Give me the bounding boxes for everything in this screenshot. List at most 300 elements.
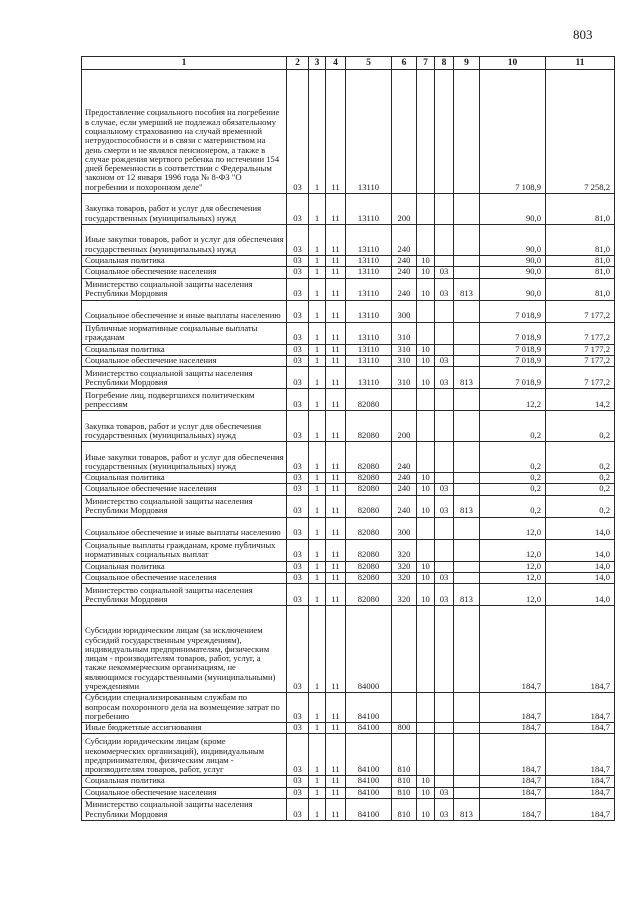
- cell-c2: 03: [287, 278, 309, 300]
- cell-c5: 13110: [346, 70, 392, 194]
- cell-c11: 184,7: [546, 776, 615, 787]
- cell-c11: 7 177,2: [546, 300, 615, 322]
- cell-c2: 03: [287, 693, 309, 723]
- table-row: [82, 584, 615, 606]
- cell-c9: 813: [454, 367, 480, 389]
- cell-c9: 813: [454, 584, 480, 606]
- table-row: [82, 278, 615, 300]
- row-name-cell: Иные бюджетные ассигнования: [82, 723, 287, 734]
- cell-c9: [454, 734, 480, 776]
- cell-c5: 13110: [346, 300, 392, 322]
- cell-c9: 813: [454, 495, 480, 517]
- cell-c6: [392, 606, 417, 693]
- row-name-cell: Социальное обеспечение населения: [82, 572, 287, 583]
- cell-c7: [417, 389, 435, 411]
- cell-c9: [454, 442, 480, 473]
- cell-c6: 240: [392, 473, 417, 484]
- cell-c5: 84100: [346, 723, 392, 734]
- cell-c4: 11: [326, 473, 346, 484]
- cell-c2: 03: [287, 561, 309, 572]
- table-row: [82, 267, 615, 278]
- column-header: 10: [480, 57, 546, 70]
- cell-c5: 13110: [346, 278, 392, 300]
- cell-c10: 0,2: [480, 495, 546, 517]
- cell-c7: 10: [417, 267, 435, 278]
- column-header: 6: [392, 57, 417, 70]
- table-row: [82, 798, 615, 820]
- cell-c8: 03: [435, 798, 454, 820]
- table-row: [82, 389, 615, 411]
- cell-c6: 200: [392, 194, 417, 225]
- cell-c9: [454, 484, 480, 495]
- table-row: [82, 572, 615, 583]
- cell-c7: [417, 734, 435, 776]
- cell-c6: 810: [392, 734, 417, 776]
- cell-c2: 03: [287, 539, 309, 561]
- cell-c2: 03: [287, 267, 309, 278]
- cell-c2: 03: [287, 344, 309, 355]
- cell-c3: 1: [309, 495, 326, 517]
- cell-c4: 11: [326, 693, 346, 723]
- table-row: [82, 561, 615, 572]
- page-number: 803: [573, 27, 593, 42]
- cell-c8: [435, 322, 454, 344]
- cell-c4: 11: [326, 584, 346, 606]
- cell-c8: [435, 389, 454, 411]
- cell-c3: 1: [309, 411, 326, 442]
- cell-c3: 1: [309, 300, 326, 322]
- cell-c5: 13110: [346, 256, 392, 267]
- cell-c3: 1: [309, 473, 326, 484]
- cell-c7: 10: [417, 572, 435, 583]
- row-name-cell: Предоставление социального пособия на погребение в случае, если умерший не подлежал обязательному социальному страхованию на случай временной нетрудоспособности и в связи с материнством на день смерти и не являлся пенсионером, а также в случае рождения мертвого ребенка по истечении 154 дней беременности в соответствии с Федеральным законом от 12 января 1996 года № 8-ФЗ "О погребении и похоронном деле": [82, 70, 287, 194]
- row-name-cell: Иные закупки товаров, работ и услуг для обеспечения государственных (муниципальных) нужд: [82, 225, 287, 256]
- cell-c11: 81,0: [546, 278, 615, 300]
- cell-c10: 90,0: [480, 194, 546, 225]
- cell-c10: 90,0: [480, 256, 546, 267]
- cell-c6: 310: [392, 355, 417, 366]
- cell-c11: 7 258,2: [546, 70, 615, 194]
- cell-c2: 03: [287, 194, 309, 225]
- cell-c11: 7 177,2: [546, 322, 615, 344]
- cell-c6: 310: [392, 367, 417, 389]
- cell-c6: 320: [392, 539, 417, 561]
- cell-c5: 13110: [346, 367, 392, 389]
- row-name-cell: Социальное обеспечение населения: [82, 355, 287, 366]
- cell-c6: 240: [392, 495, 417, 517]
- cell-c3: 1: [309, 561, 326, 572]
- row-name-cell: Социальная политика: [82, 344, 287, 355]
- cell-c3: 1: [309, 787, 326, 798]
- table-row: [82, 787, 615, 798]
- cell-c2: 03: [287, 300, 309, 322]
- cell-c6: 800: [392, 723, 417, 734]
- cell-c4: 11: [326, 300, 346, 322]
- row-name-cell: Социальная политика: [82, 473, 287, 484]
- cell-c8: [435, 442, 454, 473]
- cell-c7: 10: [417, 787, 435, 798]
- cell-c2: 03: [287, 256, 309, 267]
- cell-c5: 82080: [346, 584, 392, 606]
- cell-c9: [454, 355, 480, 366]
- cell-c9: [454, 194, 480, 225]
- row-name-cell: Социальное обеспечение населения: [82, 484, 287, 495]
- cell-c5: 82080: [346, 389, 392, 411]
- cell-c3: 1: [309, 584, 326, 606]
- column-header: 7: [417, 57, 435, 70]
- cell-c6: 310: [392, 322, 417, 344]
- cell-c4: 11: [326, 495, 346, 517]
- cell-c7: [417, 723, 435, 734]
- cell-c10: 7 108,9: [480, 70, 546, 194]
- cell-c11: 81,0: [546, 267, 615, 278]
- cell-c9: [454, 517, 480, 539]
- cell-c5: 84100: [346, 693, 392, 723]
- cell-c4: 11: [326, 389, 346, 411]
- cell-c3: 1: [309, 734, 326, 776]
- table-row: [82, 734, 615, 776]
- cell-c2: 03: [287, 495, 309, 517]
- cell-c5: 84100: [346, 787, 392, 798]
- column-header: 1: [82, 57, 287, 70]
- cell-c7: 10: [417, 484, 435, 495]
- cell-c8: [435, 300, 454, 322]
- cell-c10: 7 018,9: [480, 355, 546, 366]
- cell-c10: 0,2: [480, 484, 546, 495]
- cell-c5: 84000: [346, 606, 392, 693]
- cell-c3: 1: [309, 389, 326, 411]
- cell-c9: [454, 606, 480, 693]
- table-row: [82, 225, 615, 256]
- cell-c3: 1: [309, 70, 326, 194]
- table-row: [82, 411, 615, 442]
- row-name-cell: Министерство социальной защиты населения Республики Мордовия: [82, 584, 287, 606]
- table-row: [82, 300, 615, 322]
- cell-c8: [435, 734, 454, 776]
- cell-c10: 7 018,9: [480, 300, 546, 322]
- cell-c8: 03: [435, 278, 454, 300]
- cell-c10: 0,2: [480, 473, 546, 484]
- row-name-cell: Субсидии специализированным службам по вопросам похоронного дела на возмещение затрат по погребению: [82, 693, 287, 723]
- cell-c4: 11: [326, 267, 346, 278]
- row-name-cell: Министерство социальной защиты населения Республики Мордовия: [82, 798, 287, 820]
- cell-c5: 82080: [346, 495, 392, 517]
- table-row: [82, 256, 615, 267]
- cell-c11: 0,2: [546, 411, 615, 442]
- table-row: [82, 517, 615, 539]
- cell-c5: 13110: [346, 225, 392, 256]
- cell-c11: 0,2: [546, 484, 615, 495]
- cell-c9: [454, 473, 480, 484]
- cell-c3: 1: [309, 355, 326, 366]
- cell-c5: 82080: [346, 484, 392, 495]
- row-name-cell: Социальное обеспечение и иные выплаты населению: [82, 517, 287, 539]
- cell-c6: 240: [392, 225, 417, 256]
- cell-c6: 200: [392, 411, 417, 442]
- cell-c3: 1: [309, 256, 326, 267]
- cell-c7: [417, 693, 435, 723]
- cell-c3: 1: [309, 539, 326, 561]
- cell-c9: [454, 300, 480, 322]
- cell-c4: 11: [326, 723, 346, 734]
- cell-c4: 11: [326, 442, 346, 473]
- cell-c10: 7 018,9: [480, 367, 546, 389]
- cell-c11: 0,2: [546, 442, 615, 473]
- cell-c8: 03: [435, 495, 454, 517]
- cell-c7: 10: [417, 776, 435, 787]
- cell-c11: 7 177,2: [546, 344, 615, 355]
- cell-c5: 84100: [346, 734, 392, 776]
- cell-c4: 11: [326, 798, 346, 820]
- cell-c8: 03: [435, 584, 454, 606]
- cell-c6: [392, 693, 417, 723]
- cell-c9: [454, 776, 480, 787]
- cell-c7: 10: [417, 495, 435, 517]
- cell-c11: 14,2: [546, 389, 615, 411]
- cell-c4: 11: [326, 256, 346, 267]
- cell-c3: 1: [309, 322, 326, 344]
- cell-c9: [454, 572, 480, 583]
- cell-c4: 11: [326, 367, 346, 389]
- table-row: [82, 495, 615, 517]
- cell-c5: 82080: [346, 517, 392, 539]
- cell-c6: [392, 70, 417, 194]
- cell-c3: 1: [309, 517, 326, 539]
- cell-c11: 184,7: [546, 606, 615, 693]
- cell-c8: [435, 411, 454, 442]
- column-header: 3: [309, 57, 326, 70]
- table-row: [82, 606, 615, 693]
- cell-c11: 14,0: [546, 561, 615, 572]
- cell-c7: [417, 442, 435, 473]
- table-row: [82, 355, 615, 366]
- cell-c4: 11: [326, 411, 346, 442]
- cell-c2: 03: [287, 70, 309, 194]
- cell-c6: 310: [392, 344, 417, 355]
- cell-c11: 7 177,2: [546, 367, 615, 389]
- cell-c6: 240: [392, 278, 417, 300]
- cell-c6: 240: [392, 442, 417, 473]
- cell-c11: 81,0: [546, 256, 615, 267]
- cell-c10: 184,7: [480, 734, 546, 776]
- cell-c11: 184,7: [546, 798, 615, 820]
- cell-c3: 1: [309, 367, 326, 389]
- table-row: [82, 322, 615, 344]
- cell-c5: 84100: [346, 798, 392, 820]
- cell-c10: 12,0: [480, 584, 546, 606]
- cell-c6: 810: [392, 798, 417, 820]
- cell-c11: 184,7: [546, 787, 615, 798]
- cell-c6: [392, 389, 417, 411]
- table-row: [82, 723, 615, 734]
- cell-c4: 11: [326, 278, 346, 300]
- row-name-cell: Социальное обеспечение населения: [82, 787, 287, 798]
- cell-c6: 300: [392, 517, 417, 539]
- cell-c9: [454, 267, 480, 278]
- header-row: [82, 57, 615, 70]
- cell-c4: 11: [326, 776, 346, 787]
- row-name-cell: Министерство социальной защиты населения Республики Мордовия: [82, 278, 287, 300]
- cell-c7: 10: [417, 256, 435, 267]
- cell-c2: 03: [287, 734, 309, 776]
- cell-c2: 03: [287, 367, 309, 389]
- cell-c10: 184,7: [480, 776, 546, 787]
- cell-c10: 90,0: [480, 225, 546, 256]
- cell-c8: [435, 194, 454, 225]
- cell-c9: [454, 723, 480, 734]
- cell-c11: 14,0: [546, 584, 615, 606]
- cell-c2: 03: [287, 355, 309, 366]
- cell-c8: [435, 693, 454, 723]
- row-name-cell: Социальная политика: [82, 776, 287, 787]
- table-row: [82, 367, 615, 389]
- cell-c7: [417, 411, 435, 442]
- cell-c5: 82080: [346, 561, 392, 572]
- table-row: [82, 344, 615, 355]
- column-header: 4: [326, 57, 346, 70]
- cell-c3: 1: [309, 572, 326, 583]
- row-name-cell: Погребение лиц, подвергшихся политическим репрессиям: [82, 389, 287, 411]
- cell-c5: 13110: [346, 355, 392, 366]
- column-header: 8: [435, 57, 454, 70]
- cell-c10: 90,0: [480, 267, 546, 278]
- cell-c4: 11: [326, 70, 346, 194]
- row-name-cell: Иные закупки товаров, работ и услуг для обеспечения государственных (муниципальных) нужд: [82, 442, 287, 473]
- cell-c10: 184,7: [480, 606, 546, 693]
- cell-c2: 03: [287, 389, 309, 411]
- cell-c8: [435, 561, 454, 572]
- cell-c9: [454, 561, 480, 572]
- cell-c9: [454, 322, 480, 344]
- row-name-cell: Субсидии юридическим лицам (за исключением субсидий государственным учреждениям), индивидуальным предпринимателям, физическим лицам - производителям товаров, работ, услуг, а также некоммерческим организациям, не являющимся государственными (муниципальными) учреждениями: [82, 606, 287, 693]
- cell-c4: 11: [326, 484, 346, 495]
- cell-c4: 11: [326, 606, 346, 693]
- cell-c7: 10: [417, 355, 435, 366]
- cell-c9: [454, 344, 480, 355]
- cell-c10: 184,7: [480, 787, 546, 798]
- cell-c4: 11: [326, 787, 346, 798]
- cell-c5: 84100: [346, 776, 392, 787]
- row-name-cell: Закупка товаров, работ и услуг для обеспечения государственных (муниципальных) нужд: [82, 194, 287, 225]
- cell-c7: 10: [417, 798, 435, 820]
- cell-c8: [435, 606, 454, 693]
- cell-c7: 10: [417, 367, 435, 389]
- table-row: [82, 539, 615, 561]
- cell-c5: 82080: [346, 572, 392, 583]
- cell-c10: 12,0: [480, 517, 546, 539]
- cell-c2: 03: [287, 411, 309, 442]
- row-name-cell: Социальное обеспечение населения: [82, 267, 287, 278]
- cell-c11: 184,7: [546, 734, 615, 776]
- cell-c3: 1: [309, 776, 326, 787]
- cell-c11: 0,2: [546, 473, 615, 484]
- cell-c6: 240: [392, 267, 417, 278]
- cell-c11: 184,7: [546, 693, 615, 723]
- cell-c4: 11: [326, 194, 346, 225]
- cell-c7: [417, 194, 435, 225]
- column-header: 9: [454, 57, 480, 70]
- cell-c2: 03: [287, 798, 309, 820]
- cell-c8: [435, 723, 454, 734]
- cell-c11: 81,0: [546, 194, 615, 225]
- cell-c3: 1: [309, 225, 326, 256]
- table-row: [82, 442, 615, 473]
- cell-c5: 13110: [346, 344, 392, 355]
- cell-c6: 320: [392, 572, 417, 583]
- cell-c3: 1: [309, 723, 326, 734]
- cell-c3: 1: [309, 693, 326, 723]
- row-name-cell: Социальные выплаты гражданам, кроме публичных нормативных социальных выплат: [82, 539, 287, 561]
- cell-c7: 10: [417, 344, 435, 355]
- cell-c7: [417, 606, 435, 693]
- cell-c2: 03: [287, 776, 309, 787]
- cell-c10: 0,2: [480, 411, 546, 442]
- cell-c11: 7 177,2: [546, 355, 615, 366]
- cell-c2: 03: [287, 787, 309, 798]
- cell-c3: 1: [309, 278, 326, 300]
- column-header: 2: [287, 57, 309, 70]
- cell-c9: [454, 70, 480, 194]
- cell-c10: 12,0: [480, 561, 546, 572]
- cell-c11: 14,0: [546, 572, 615, 583]
- cell-c5: 82080: [346, 539, 392, 561]
- cell-c10: 7 018,9: [480, 322, 546, 344]
- cell-c10: 12,0: [480, 572, 546, 583]
- cell-c5: 13110: [346, 267, 392, 278]
- cell-c8: 03: [435, 787, 454, 798]
- cell-c4: 11: [326, 539, 346, 561]
- budget-table: [81, 56, 615, 821]
- cell-c2: 03: [287, 723, 309, 734]
- cell-c8: [435, 70, 454, 194]
- cell-c9: [454, 225, 480, 256]
- cell-c4: 11: [326, 344, 346, 355]
- cell-c7: 10: [417, 278, 435, 300]
- cell-c10: 184,7: [480, 723, 546, 734]
- cell-c6: 300: [392, 300, 417, 322]
- cell-c10: 184,7: [480, 798, 546, 820]
- cell-c2: 03: [287, 584, 309, 606]
- cell-c7: [417, 539, 435, 561]
- cell-c11: 0,2: [546, 495, 615, 517]
- table-row: [82, 693, 615, 723]
- cell-c7: [417, 300, 435, 322]
- cell-c4: 11: [326, 225, 346, 256]
- cell-c6: 810: [392, 787, 417, 798]
- cell-c4: 11: [326, 734, 346, 776]
- cell-c2: 03: [287, 442, 309, 473]
- cell-c4: 11: [326, 517, 346, 539]
- cell-c10: 7 018,9: [480, 344, 546, 355]
- row-name-cell: Социальное обеспечение и иные выплаты населению: [82, 300, 287, 322]
- cell-c9: [454, 539, 480, 561]
- cell-c2: 03: [287, 572, 309, 583]
- table-row: [82, 194, 615, 225]
- table-row: [82, 484, 615, 495]
- cell-c6: 240: [392, 484, 417, 495]
- cell-c8: 03: [435, 355, 454, 366]
- cell-c7: [417, 70, 435, 194]
- cell-c9: 813: [454, 798, 480, 820]
- cell-c10: 12,2: [480, 389, 546, 411]
- cell-c3: 1: [309, 442, 326, 473]
- cell-c7: 10: [417, 561, 435, 572]
- cell-c8: [435, 539, 454, 561]
- cell-c11: 81,0: [546, 225, 615, 256]
- cell-c2: 03: [287, 517, 309, 539]
- cell-c8: 03: [435, 367, 454, 389]
- row-name-cell: Социальная политика: [82, 256, 287, 267]
